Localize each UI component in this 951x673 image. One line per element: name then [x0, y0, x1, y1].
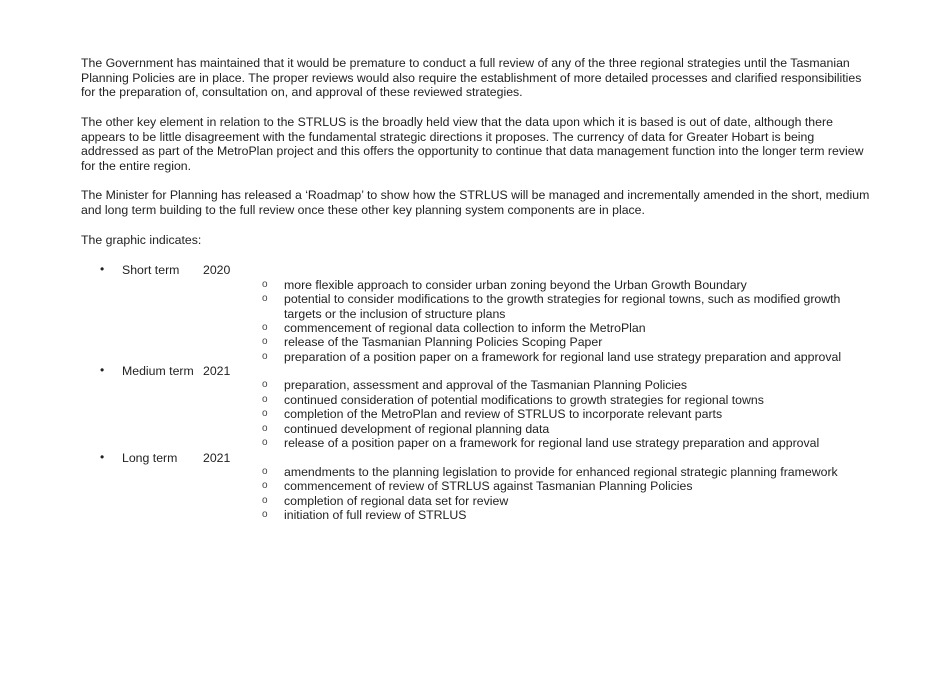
bullet-icon: •	[100, 363, 105, 377]
paragraph-roadmap: The Minister for Planning has released a ‘Roadmap’ to show how the STRLUS will be managed and incrementally amended in the short, medium and long term building to the full review once these other key planning system components are in place.	[81, 188, 870, 217]
list-item-text: preparation, assessment and approval of the Tasmanian Planning Policies	[284, 378, 688, 392]
list-item-text: amendments to the planning legislation to provide for enhanced regional strategic planning framework	[284, 465, 838, 479]
term-name: Long term	[122, 451, 178, 465]
list-item-text: continued development of regional planning data	[284, 422, 550, 436]
term-short	[0, 263, 951, 278]
circle-bullet-icon: o	[262, 336, 268, 347]
term-medium	[0, 364, 951, 379]
bullet-icon: •	[100, 450, 105, 464]
list-item-text: release of a position paper on a framework for regional land use strategy preparation and approval	[284, 436, 820, 450]
list-item-text: initiation of full review of STRLUS	[284, 508, 467, 522]
term-long	[0, 451, 951, 466]
circle-bullet-icon: o	[262, 379, 268, 390]
list-item-text: completion of the MetroPlan and review of STRLUS to incorporate relevant parts	[284, 407, 723, 421]
bullet-icon: •	[100, 262, 105, 276]
circle-bullet-icon: o	[262, 279, 268, 290]
circle-bullet-icon: o	[262, 293, 268, 304]
circle-bullet-icon: o	[262, 495, 268, 506]
list-item-text: potential to consider modifications to the growth strategies for regional towns, such as modified growth targets or the inclusion of structure plans	[284, 292, 841, 321]
term-name: Medium term	[122, 364, 194, 378]
list-item-text: release of the Tasmanian Planning Policies Scoping Paper	[284, 335, 603, 349]
list-item-text: continued consideration of potential modifications to growth strategies for regional towns	[284, 393, 764, 407]
circle-bullet-icon: o	[262, 408, 268, 419]
list-item-text: preparation of a position paper on a framework for regional land use strategy preparation and approval	[284, 350, 842, 364]
list-item-text: completion of regional data set for review	[284, 494, 509, 508]
circle-bullet-icon: o	[262, 423, 268, 434]
paragraph-graphic-intro: The graphic indicates:	[81, 233, 202, 247]
term-name: Short term	[122, 263, 180, 277]
circle-bullet-icon: o	[262, 394, 268, 405]
term-year: 2020	[203, 263, 231, 277]
term-year: 2021	[203, 364, 231, 378]
list-item-text: commencement of review of STRLUS against Tasmanian Planning Policies	[284, 479, 693, 493]
circle-bullet-icon: o	[262, 351, 268, 362]
list-item-text: more flexible approach to consider urban zoning beyond the Urban Growth Boundary	[284, 278, 747, 292]
paragraph-review-timing: The Government has maintained that it would be premature to conduct a full review of any of the three regional strategies until the Tasmanian Planning Policies are in place. The proper reviews would also require the establishment of more detailed processes and clarified responsibilities for the preparation of, consultation on, and approval of these reviewed strategies.	[81, 56, 862, 99]
circle-bullet-icon: o	[262, 480, 268, 491]
circle-bullet-icon: o	[262, 322, 268, 333]
circle-bullet-icon: o	[262, 466, 268, 477]
term-year: 2021	[203, 451, 231, 465]
circle-bullet-icon: o	[262, 437, 268, 448]
paragraph-data-currency: The other key element in relation to the STRLUS is the broadly held view that the data upon which it is based is out of date, although there appears to be little disagreement with the fundamental strategic directions it proposes. The currency of data for Greater Hobart is being addressed as part of the MetroPlan project and this offers the opportunity to continue that data management function into the longer term review for the entire region.	[81, 115, 864, 173]
list-item-text: commencement of regional data collection to inform the MetroPlan	[284, 321, 646, 335]
circle-bullet-icon: o	[262, 509, 268, 520]
